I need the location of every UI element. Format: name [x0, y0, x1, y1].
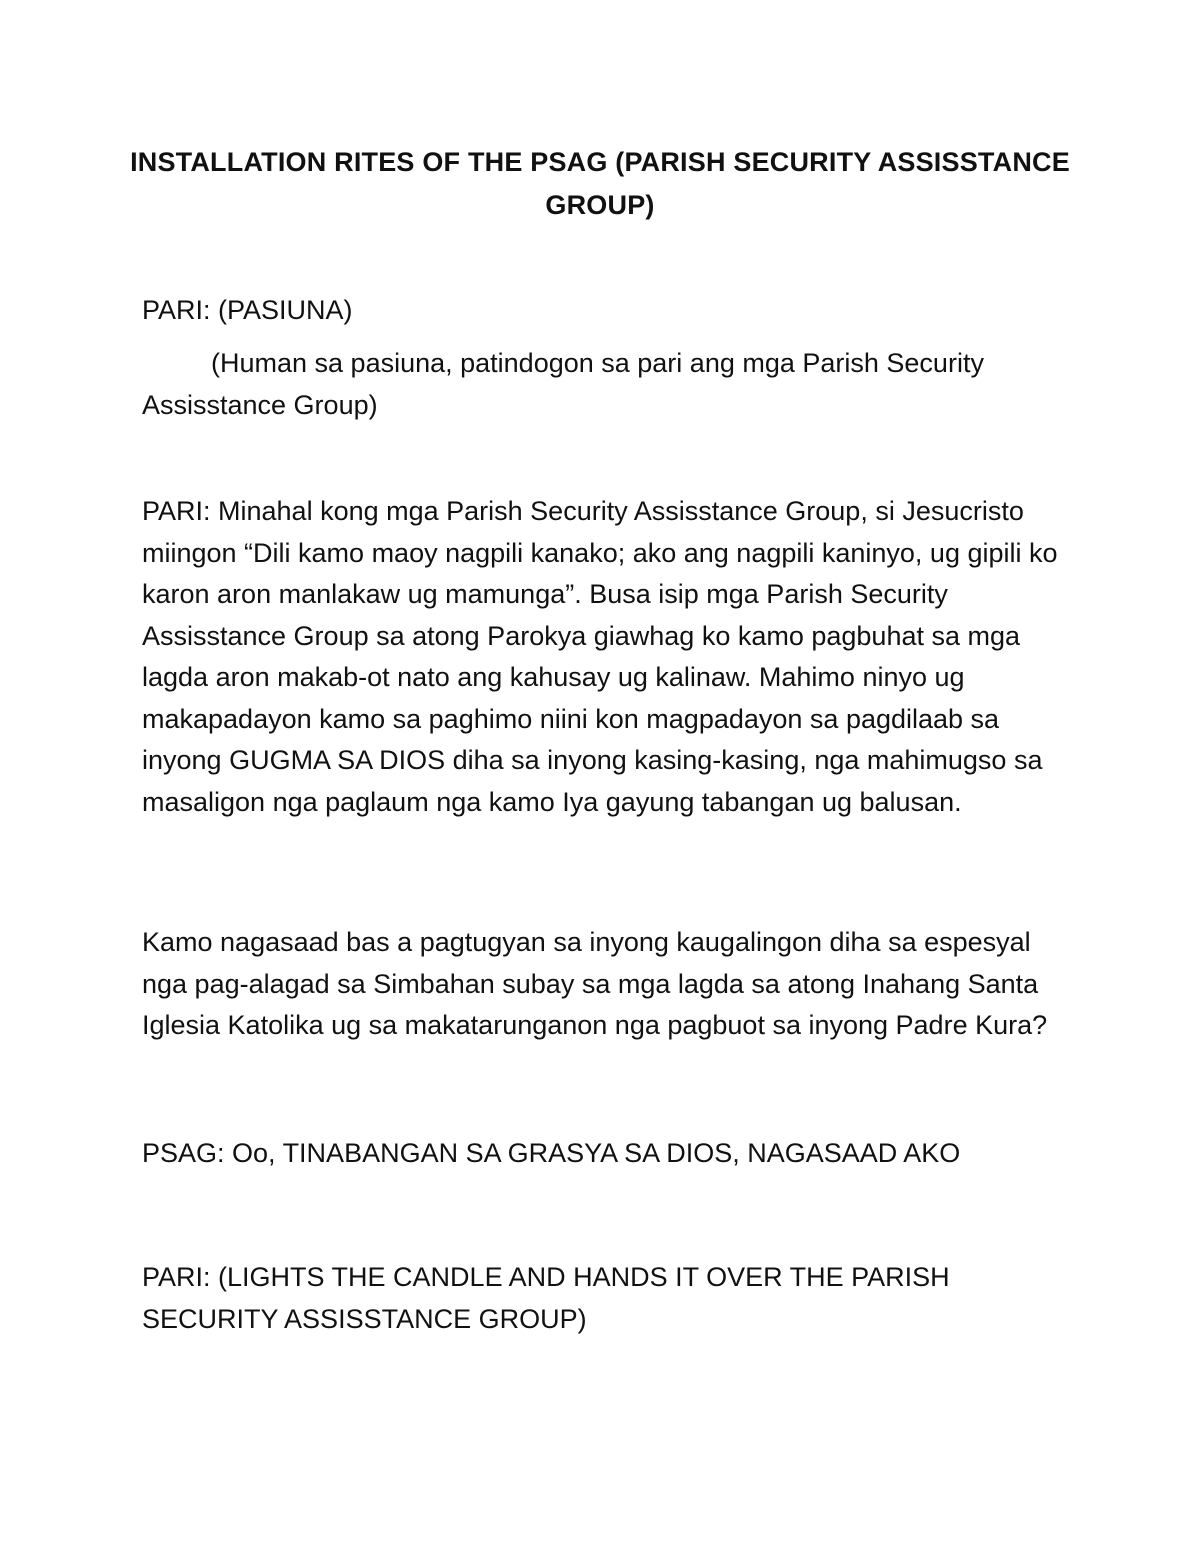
paragraph-psag-response: PSAG: Oo, TINABANGAN SA GRASYA SA DIOS, NAGASAAD AKO — [142, 1138, 961, 1168]
document-title: INSTALLATION RITES OF THE PSAG (PARISH SECURITY ASSISSTANCE GROUP) — [130, 147, 1070, 220]
paragraph-pari-pasiuna: PARI: (PASIUNA) — [142, 295, 353, 325]
paragraph-pari-candle: PARI: (LIGHTS THE CANDLE AND HANDS IT OVER THE PARISH SECURITY ASSISSTANCE GROUP) — [142, 1262, 950, 1334]
paragraph-pari-question: Kamo nagasaad bas a pagtugyan sa inyong kaugalingon diha sa espesyal nga pag-alagad sa Simbahan subay sa mga lagda sa atong Inahang Santa Iglesia Katolika ug sa makatarunganon nga pagbuot sa inyong Padre Kura? — [142, 927, 1048, 1040]
paragraph-instruction: (Human sa pasiuna, patindogon sa pari ang mga Parish Security Assisstance Group) — [142, 348, 984, 420]
paragraph-pari-address: PARI: Minahal kong mga Parish Security Assisstance Group, si Jesucristo miingon “Dili kamo maoy nagpili kanako; ako ang nagpili kaninyo, ug gipili ko karon aron manlakaw ug mamunga”. Busa isip mga Parish Security Assisstance Group sa atong Parokya giawhag ko kamo pagbuhat sa mga lagda aron makab-ot nato ang kahusay ug kalinaw. Mahimo ninyo ug makapadayon kamo sa paghimo niini kon magpadayon sa pagdilaab sa inyong GUGMA SA DIOS diha sa inyong kasing-kasing, nga mahimugso sa masaligon nga paglaum nga kamo Iya gayung tabangan ug balusan. — [142, 496, 1058, 817]
